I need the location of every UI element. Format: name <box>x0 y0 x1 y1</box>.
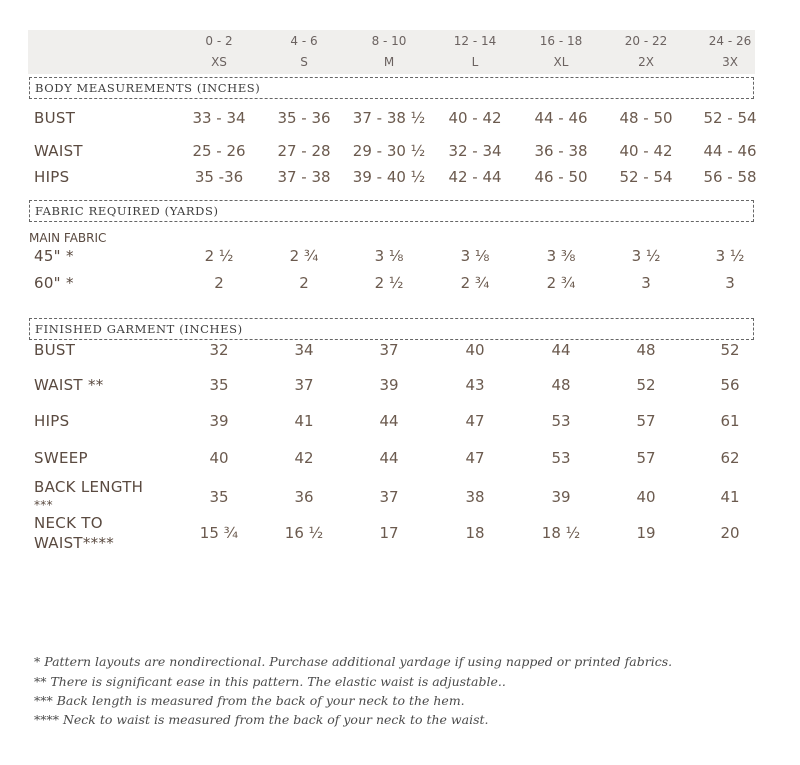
row-label: BUST <box>34 109 76 127</box>
table-cell: 40 <box>636 488 656 506</box>
table-cell: 40 <box>209 449 229 467</box>
size-range-header: 12 - 14 <box>453 34 497 48</box>
table-cell: 16 ½ <box>284 524 324 542</box>
table-cell: 37 <box>379 341 399 359</box>
table-cell: 20 <box>720 524 740 542</box>
size-letter-header: 3X <box>722 55 738 69</box>
table-cell: 18 <box>465 524 485 542</box>
table-cell: 42 - 44 <box>448 168 502 186</box>
table-cell: 44 - 46 <box>703 142 757 160</box>
fabric-required-section-box <box>29 200 754 222</box>
table-cell: 37 <box>294 376 314 394</box>
table-cell: 39 - 40 ½ <box>352 168 426 186</box>
table-cell: 33 - 34 <box>192 109 246 127</box>
table-cell: 39 <box>379 376 399 394</box>
row-label: HIPS <box>34 168 70 186</box>
table-cell: 44 <box>551 341 571 359</box>
table-cell: 35 <box>209 376 229 394</box>
table-cell: 2 <box>299 274 309 292</box>
table-cell: 27 - 28 <box>277 142 331 160</box>
table-cell: 52 <box>636 376 656 394</box>
table-cell: 15 ¾ <box>199 524 239 542</box>
table-cell: 3 ⅛ <box>460 247 490 265</box>
size-range-header: 4 - 6 <box>290 34 318 48</box>
table-cell: 53 <box>551 412 571 430</box>
table-cell: 53 <box>551 449 571 467</box>
table-cell: 62 <box>720 449 740 467</box>
table-cell: 46 - 50 <box>534 168 588 186</box>
table-cell: 32 - 34 <box>448 142 502 160</box>
table-cell: 36 - 38 <box>534 142 588 160</box>
table-cell: 48 <box>636 341 656 359</box>
body-measurements-title: BODY MEASUREMENTS (INCHES) <box>35 81 261 95</box>
footnote: * Pattern layouts are nondirectional. Purchase additional yardage if using napped or printed fabrics. <box>34 654 673 669</box>
table-cell: 2 <box>214 274 224 292</box>
main-fabric-label: MAIN FABRIC <box>29 231 107 245</box>
row-label: WAIST ** <box>34 376 104 394</box>
table-cell: 57 <box>636 449 656 467</box>
table-cell: 18 ½ <box>541 524 581 542</box>
row-label: BACK LENGTH <box>34 478 144 496</box>
table-cell: 2 ¾ <box>289 247 319 265</box>
size-range-header: 8 - 10 <box>371 34 407 48</box>
row-label: NECK TO <box>34 514 103 532</box>
table-cell: 44 <box>379 449 399 467</box>
size-letter-header: XL <box>553 55 569 69</box>
table-cell: 48 <box>551 376 571 394</box>
table-cell: 44 <box>379 412 399 430</box>
size-letter-header: XS <box>211 55 227 69</box>
table-cell: 52 <box>720 341 740 359</box>
size-letter-header: 2X <box>638 55 654 69</box>
table-cell: 41 <box>294 412 314 430</box>
table-cell: 3 <box>641 274 651 292</box>
table-cell: 37 - 38 <box>277 168 331 186</box>
table-cell: 38 <box>465 488 485 506</box>
table-cell: 44 - 46 <box>534 109 588 127</box>
table-cell: 19 <box>636 524 656 542</box>
size-letter-header: M <box>383 55 395 69</box>
row-label-continued: *** <box>34 498 53 512</box>
table-cell: 40 <box>465 341 485 359</box>
table-cell: 35 <box>209 488 229 506</box>
table-cell: 3 ½ <box>631 247 661 265</box>
table-cell: 35 - 36 <box>277 109 331 127</box>
table-cell: 36 <box>294 488 314 506</box>
table-cell: 25 - 26 <box>192 142 246 160</box>
row-label: SWEEP <box>34 449 88 467</box>
size-letter-header: S <box>300 55 308 69</box>
body-measurements-section-box <box>29 77 754 99</box>
table-cell: 56 <box>720 376 740 394</box>
size-range-header: 0 - 2 <box>205 34 233 48</box>
footnote: ** There is significant ease in this pattern. The elastic waist is adjustable.. <box>34 674 506 689</box>
table-cell: 61 <box>720 412 740 430</box>
table-cell: 2 ½ <box>204 247 234 265</box>
table-cell: 3 ⅛ <box>374 247 404 265</box>
table-cell: 39 <box>551 488 571 506</box>
row-label: 45" * <box>34 247 74 265</box>
table-cell: 52 - 54 <box>619 168 673 186</box>
table-cell: 2 ¾ <box>460 274 490 292</box>
row-label: 60" * <box>34 274 74 292</box>
table-cell: 2 ½ <box>374 274 404 292</box>
table-cell: 47 <box>465 412 485 430</box>
footnote: *** Back length is measured from the back of your neck to the hem. <box>34 693 465 708</box>
finished-garment-section-box <box>29 318 754 340</box>
table-cell: 3 ⅜ <box>546 247 576 265</box>
table-cell: 29 - 30 ½ <box>352 142 426 160</box>
table-cell: 35 -36 <box>194 168 244 186</box>
table-cell: 32 <box>209 341 229 359</box>
table-cell: 2 ¾ <box>546 274 576 292</box>
table-cell: 40 - 42 <box>619 142 673 160</box>
size-range-header: 16 - 18 <box>539 34 583 48</box>
row-label: HIPS <box>34 412 70 430</box>
table-cell: 37 - 38 ½ <box>352 109 426 127</box>
table-cell: 3 <box>725 274 735 292</box>
size-letter-header: L <box>471 55 479 69</box>
size-range-header: 24 - 26 <box>708 34 752 48</box>
table-cell: 37 <box>379 488 399 506</box>
table-cell: 48 - 50 <box>619 109 673 127</box>
table-cell: 52 - 54 <box>703 109 757 127</box>
table-cell: 40 - 42 <box>448 109 502 127</box>
table-cell: 56 - 58 <box>703 168 757 186</box>
table-cell: 41 <box>720 488 740 506</box>
row-label: WAIST <box>34 142 83 160</box>
table-cell: 3 ½ <box>715 247 745 265</box>
size-range-header: 20 - 22 <box>624 34 668 48</box>
table-cell: 39 <box>209 412 229 430</box>
table-cell: 42 <box>294 449 314 467</box>
row-label: BUST <box>34 341 76 359</box>
table-cell: 47 <box>465 449 485 467</box>
row-label-continued: WAIST**** <box>34 534 115 552</box>
footnote: **** Neck to waist is measured from the back of your neck to the waist. <box>34 712 489 727</box>
table-cell: 17 <box>379 524 399 542</box>
table-cell: 34 <box>294 341 314 359</box>
finished-garment-title: FINISHED GARMENT (INCHES) <box>35 322 243 336</box>
table-cell: 43 <box>465 376 485 394</box>
fabric-required-title: FABRIC REQUIRED (YARDS) <box>35 204 219 218</box>
table-cell: 57 <box>636 412 656 430</box>
